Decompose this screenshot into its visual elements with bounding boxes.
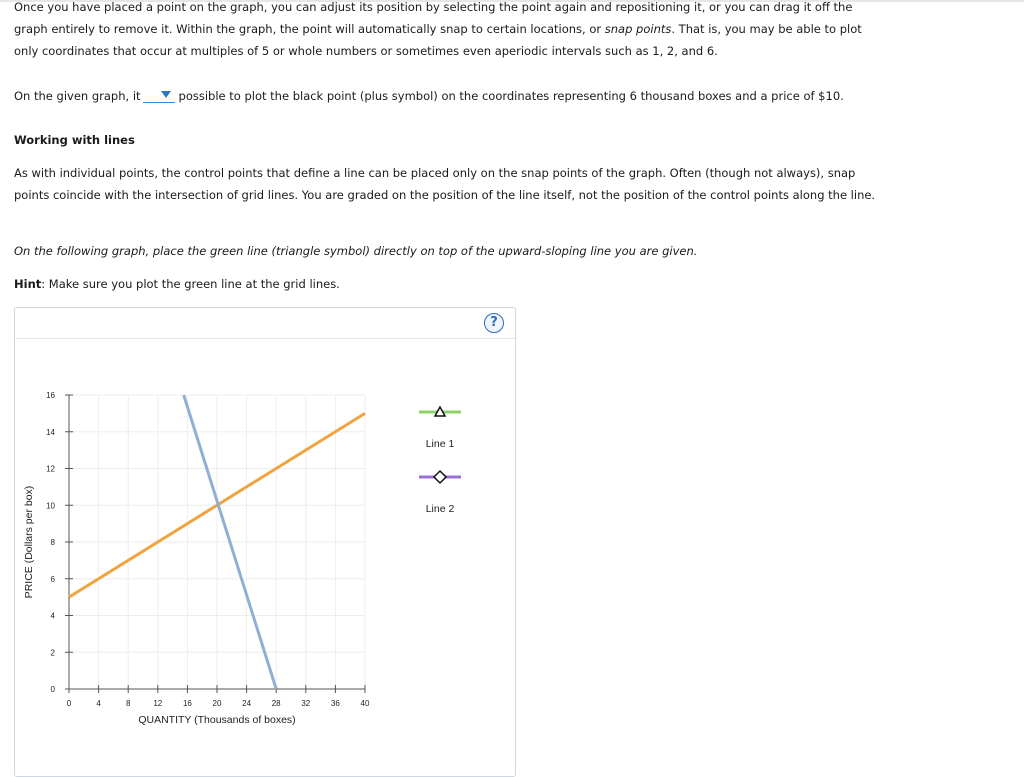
- intro-line-3: only coordinates that occur at multiples of 5 or whole numbers or sometimes even aperiodic intervals such as 1, 2, and 6.: [14, 44, 718, 58]
- diamond-icon[interactable]: [434, 471, 446, 483]
- y-tick-label: 0: [50, 685, 55, 694]
- x-tick-label: 16: [182, 699, 192, 708]
- y-tick-label: 2: [50, 648, 55, 658]
- intro-line-2a: graph entirely to remove it. Within the graph, the point will automatically snap to certain locations, or: [14, 22, 605, 36]
- y-tick-label: 8: [50, 538, 55, 547]
- x-tick-label: 20: [212, 699, 222, 708]
- y-tick-label: 6: [50, 574, 55, 584]
- hint-label: Hint: [14, 277, 42, 291]
- x-tick-label: 12: [153, 699, 163, 708]
- y-tick-label: 10: [46, 501, 55, 511]
- tool-line-2-label[interactable]: Line 2: [425, 503, 455, 515]
- x-tick-label: 32: [301, 699, 311, 708]
- supply-demand-chart[interactable]: [15, 308, 515, 764]
- help-icon[interactable]: ?: [484, 313, 504, 333]
- lines-line-1: As with individual points, the control points that define a line can be placed only on the snap points of the graph. Often (though not always), snap: [14, 166, 856, 180]
- question-pre-text: On the given graph, it: [14, 89, 141, 103]
- instruction-text: On the following graph, place the green line (triangle symbol) directly on top of the upward-sloping line you are given.: [14, 244, 698, 258]
- question-sentence: [14, 85, 844, 107]
- x-tick-label: 4: [96, 699, 101, 708]
- x-tick-label: 36: [330, 699, 340, 708]
- lines-paragraph: [14, 162, 1004, 206]
- y-tick-label: 16: [46, 391, 55, 400]
- x-tick-label: 40: [360, 699, 370, 708]
- y-tick-label: 14: [46, 427, 55, 437]
- possibility-dropdown[interactable]: [143, 88, 175, 103]
- lines-line-2: points coincide with the intersection of grid lines. You are graded on the position of the line itself, not the position of the control points along the line.: [14, 188, 876, 202]
- graph-panel: [14, 307, 516, 777]
- x-axis-title: QUANTITY (Thousands of boxes): [138, 714, 296, 726]
- hint-text: [14, 273, 340, 295]
- x-tick-label: 28: [271, 699, 281, 708]
- x-tick-label: 0: [66, 699, 72, 708]
- x-tick-label: 8: [125, 699, 131, 708]
- y-tick-label: 4: [50, 611, 55, 621]
- y-tick-label: 12: [46, 464, 55, 474]
- y-axis-title: PRICE (Dollars per box): [23, 485, 35, 599]
- chevron-down-icon: [161, 91, 171, 98]
- intro-line-2b: . That is, you may be able to plot: [671, 22, 862, 36]
- question-post-text: possible to plot the black point (plus symbol) on the coordinates representing 6 thousand boxes and a price of $10.: [178, 89, 844, 103]
- intro-snap-points-term: snap points: [604, 22, 672, 36]
- section-heading: Working with lines: [14, 133, 135, 147]
- hint-body: : Make sure you plot the green line at the grid lines.: [41, 277, 340, 291]
- intro-line-1: Once you have placed a point on the graph, you can adjust its position by selecting the point again and repositioning it, or you can drag it off the: [14, 0, 853, 14]
- x-tick-label: 24: [242, 699, 252, 708]
- tool-line-1-label[interactable]: Line 1: [425, 438, 455, 450]
- intro-paragraph: [14, 0, 1004, 62]
